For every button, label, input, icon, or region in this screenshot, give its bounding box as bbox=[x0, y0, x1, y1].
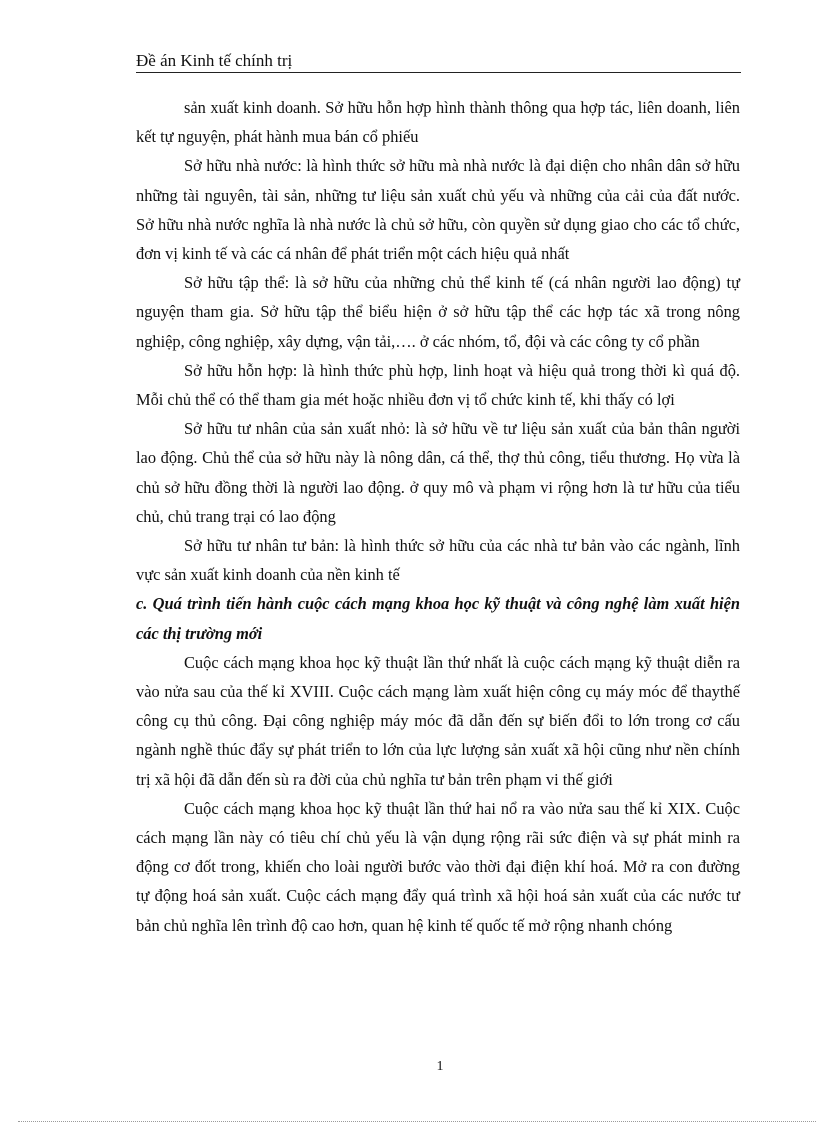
paragraph-mixed-ownership: Sở hữu hỗn hợp: là hình thức phù hợp, linh hoạt và hiệu quả trong thời kì quá độ. Mỗi chủ thể có thể tham gia mét hoặc nhiều đơn vị tổ chức kinh tế, khi thấy có lợi bbox=[136, 360, 740, 410]
page-number: 1 bbox=[436, 1059, 444, 1074]
paragraph-second-revolution: Cuộc cách mạng khoa học kỹ thuật lần thứ hai nổ ra vào nửa sau thế kỉ XIX. Cuộc cách mạng lần này có tiêu chí chủ yếu là vận dụng rộng rãi sức điện và sự phát minh ra động cơ đốt trong, khiến cho loài người bước vào thời đại điện khí hoá. Mở ra con đường tự động hoá sản xuất. Cuộc cách mạng đẩy quá trình xã hội hoá sản xuất của các nước tư bản chủ nghĩa lên trình độ cao hơn, quan hệ kinh tế quốc tế mở rộng nhanh chóng bbox=[136, 798, 740, 935]
body-text bbox=[136, 93, 740, 940]
paragraph-first-revolution: Cuộc cách mạng khoa học kỹ thuật lần thứ nhất là cuộc cách mạng kỹ thuật diễn ra vào nửa sau của thế kỉ XVIII. Cuộc cách mạng làm xuất hiện công cụ máy móc để thaythế công cụ thủ công. Đại công nghiệp máy móc đã dẫn đến sự biến đổi to lớn trong cơ cấu ngành nghề thúc đẩy sự phát triển to lớn của lực lượng sản xuất xã hội cũng như nền chính trị xã hội đã dẫn đến sù ra đời của chủ nghĩa tư bản trên phạm vi thế giới bbox=[136, 652, 740, 789]
paragraph-collective-ownership: Sở hữu tập thể: là sở hữu của những chủ thể kinh tế (cá nhân người lao động) tự nguyện tham gia. Sở hữu tập thể biểu hiện ở sở hữu tập thể các hợp tác xã trong nông nghiệp, công nghiệp, xây dựng, vận tải,…. ở các nhóm, tổ, đội và các công ty cổ phần bbox=[136, 273, 740, 351]
section-heading: c. Quá trình tiến hành cuộc cách mạng khoa học kỹ thuật và công nghệ làm xuất hiện các thị trường mới bbox=[136, 594, 740, 643]
paragraph-mixed-ownership-continued: sản xuất kinh doanh. Sở hữu hỗn hợp hình thành thông qua hợp tác, liên doanh, liên kết tự nguyện, phát hành mua bán cổ phiếu bbox=[136, 98, 740, 147]
header-title: Đề án Kinh tế chính trị bbox=[136, 51, 293, 70]
running-header bbox=[136, 50, 741, 73]
page-bottom-divider bbox=[18, 1121, 816, 1122]
paragraph-capitalist-private-ownership: Sở hữu tư nhân tư bản: là hình thức sở hữu của các nhà tư bản vào các ngành, lĩnh vực sản xuất kinh doanh của nền kinh tế bbox=[136, 536, 740, 585]
paragraph-state-ownership: Sở hữu nhà nước: là hình thức sở hữu mà nhà nước là đại diện cho nhân dân sở hữu những tài nguyên, tài sản, những tư liệu sản xuất chủ yếu và những của cải của đất nước. Sở hữu nhà nước nghĩa là nhà nước là chủ sở hữu, còn quyền sử dụng giao cho các tổ chức, đơn vị kinh tế và các cá nhân để phát triển một cách hiệu quả nhất bbox=[136, 156, 740, 264]
paragraph-small-private-ownership: Sở hữu tư nhân của sản xuất nhỏ: là sở hữu về tư liệu sản xuất của bản thân người lao động. Chủ thể của sở hữu này là nông dân, cá thể, thợ thủ công, tiểu thương. Họ vừa là chủ sở hữu đồng thời là người lao động. ở quy mô và phạm vi rộng hơn là tư hữu của tiểu chủ, chủ trang trại có lao động bbox=[136, 419, 740, 526]
